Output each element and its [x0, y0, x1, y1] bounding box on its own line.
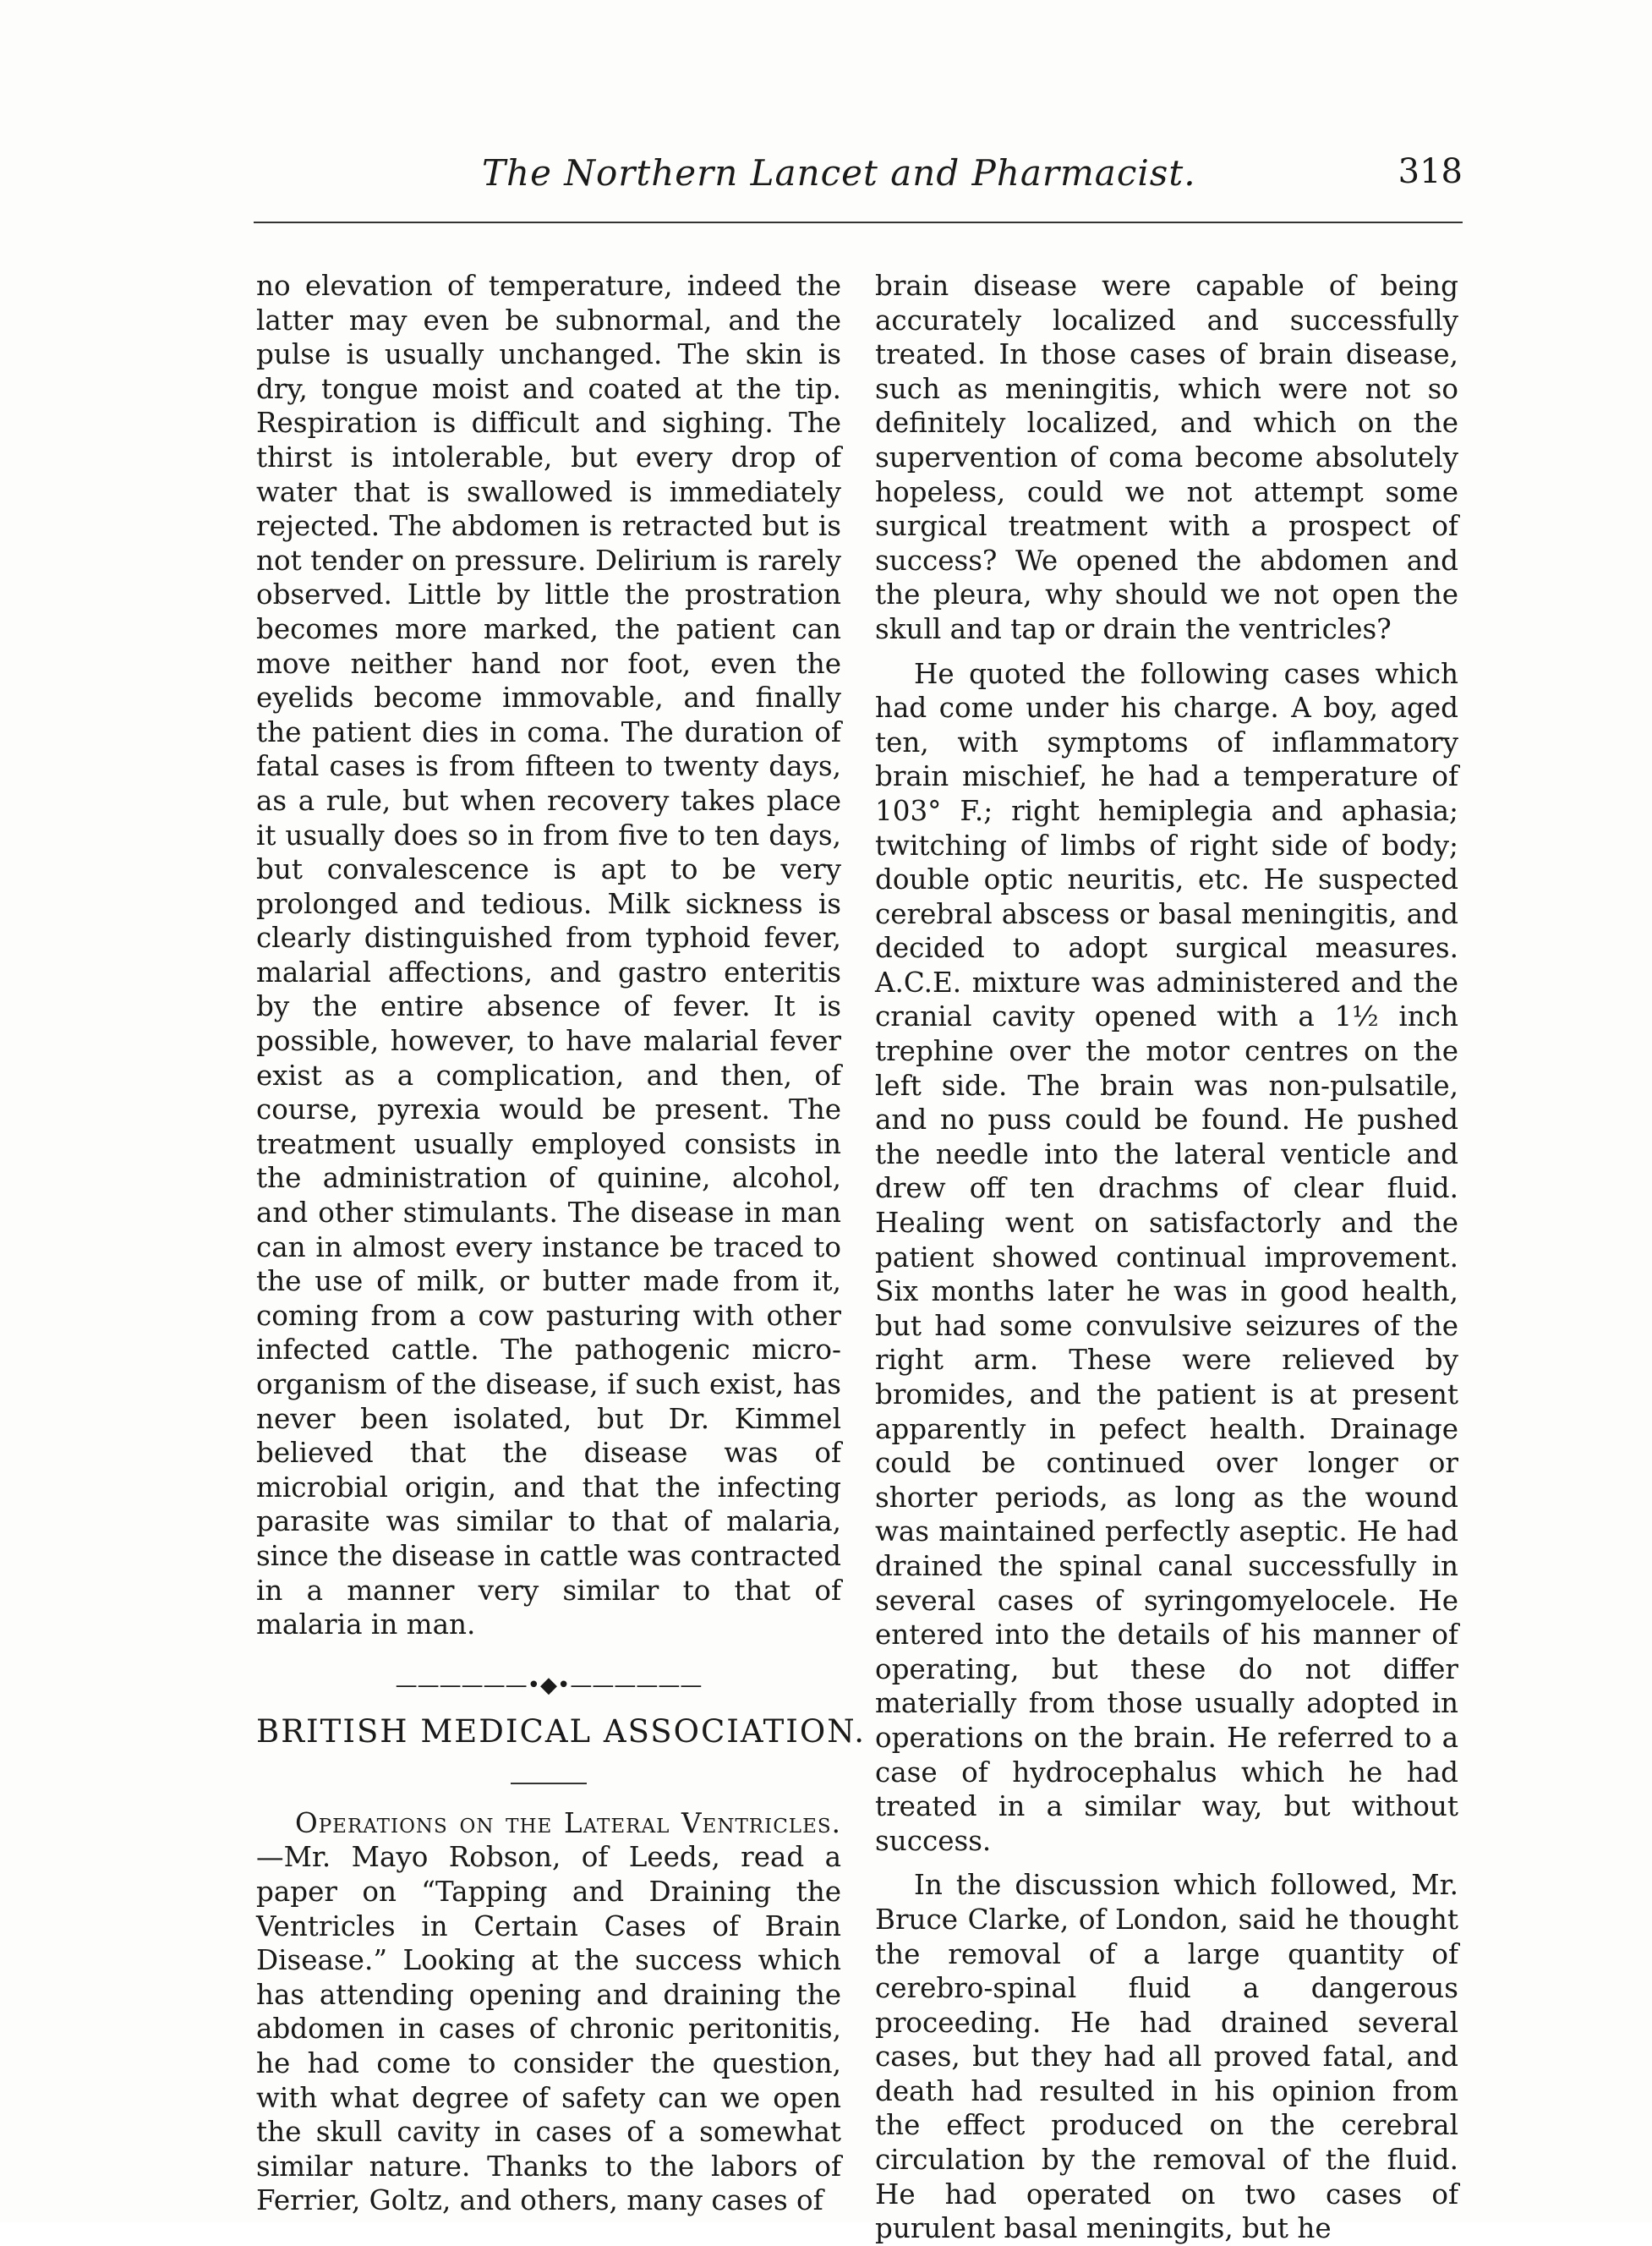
left-paragraph-2: [256, 1806, 841, 2218]
left-paragraph-2-text: —Mr. Mayo Robson, of Leeds, read a paper on “Tapping and Draining the Ventricles in Certain Cases of Brain Disease.” Looking at the success which has attending opening and draining the abdomen in cases of chronic peritonitis, he had come to consider the question, with what degree of safety can we open the skull cavity in cases of a somewhat similar nature. Thanks to the labors of Ferrier, Goltz, and others, many cases of: [256, 1841, 841, 2217]
right-paragraph-2: He quoted the following cases which had come under his charge. A boy, aged ten, with symptoms of inflammatory brain mischief, he had a temperature of 103° F.; right hemiplegia and aphasia; twitching of limbs of right side of body; double optic neuritis, etc. He suspected cerebral abscess or basal meningitis, and decided to adopt surgical measures. A.C.E. mixture was administered and the cranial cavity opened with a 1½ inch trephine over the motor centres on the left side. The brain was non-pulsatile, and no puss could be found. He pushed the needle into the lateral venticle and drew off ten drachms of clear fluid. Healing went on satisfactorly and the patient showed continual improvement. Six months later he was in good health, but had some convulsive seizures of the right arm. These were relieved by bromides, and the patient is at present apparently in pefect health. Drainage could be continued over longer or shorter periods, as long as the wound was maintained perfectly aseptic. He had drained the spinal canal successfully in several cases of syringomyelocele. He entered into the details of his manner of operating, but these do not differ materially from those usually adopted in operations on the brain. He referred to a case of hydrocephalus which he had treated in a similar way, but without success.: [875, 657, 1458, 1857]
right-paragraph-3: In the discussion which followed, Mr. Bruce Clarke, of London, said he thought the removal of a large quantity of cerebro-spinal fluid a dangerous proceeding. He had drained several cases, but they had all proved fatal, and death had resulted in his opinion from the effect produced on the cerebral circulation by the removal of the fluid. He had operated on two cases of purulent basal meningits, but he: [875, 1869, 1458, 2245]
page-number: 318: [1398, 152, 1463, 191]
running-title: The Northern Lancet and Pharmacist.: [482, 152, 1196, 194]
left-column: [256, 269, 866, 2218]
running-head: [254, 152, 1463, 203]
lead-caps-title: Operations on the Lateral Ventricles.: [295, 1806, 841, 1839]
heading-rule: [511, 1783, 587, 1784]
section-heading: BRITISH MEDICAL ASSOCIATION.: [256, 1712, 866, 1750]
header-rule: [254, 222, 1463, 223]
left-paragraph-1: no elevation of temperature, indeed the latter may even be subnormal, and the pulse is usually unchanged. The skin is dry, tongue moist and coated at the tip. Respiration is difficult and sighing. The thirst is intolerable, but every drop of water that is swallowed is immediately rejected. The abdomen is retracted but is not tender on pressure. Delirium is rarely observed. Little by little the prostration becomes more marked, the patient can move neither hand nor foot, even the eyelids become immovable, and finally the patient dies in coma. The duration of fatal cases is from fifteen to twenty days, as a rule, but when recovery takes place it usually does so in from five to ten days, but convalescence is apt to be very prolonged and tedious. Milk sickness is clearly distinguished from typhoid fever, malarial affections, and gastro enteritis by the entire absence of fever. It is possible, however, to have malarial fever exist as a complication, and then, of course, pyrexia would be present. The treatment usually employed consists in the administration of quinine, alcohol, and other stimulants. The disease in man can in almost every instance be traced to the use of milk, or butter made from it, coming from a cow pasturing with other infected cattle. The pathogenic micro-organism of the disease, if such exist, has never been isolated, but Dr. Kimmel believed that the disease was of microbial origin, and that the infecting parasite was similar to that of malaria, since the disease in cattle was contracted in a manner very similar to that of malaria in man.: [256, 270, 841, 1641]
section-ornament: ——————•◆•——————: [395, 1672, 703, 1698]
right-column: [875, 269, 1458, 2246]
right-paragraph-1: brain disease were capable of being accurately localized and successfully treated. In those cases of brain disease, such as meningitis, which were not so definitely localized, and which on the supervention of coma become absolutely hopeless, could we not attempt some surgical treatment with a prospect of success? We opened the abdomen and the pleura, why should we not open the skull and tap or drain the ventricles?: [875, 270, 1458, 645]
